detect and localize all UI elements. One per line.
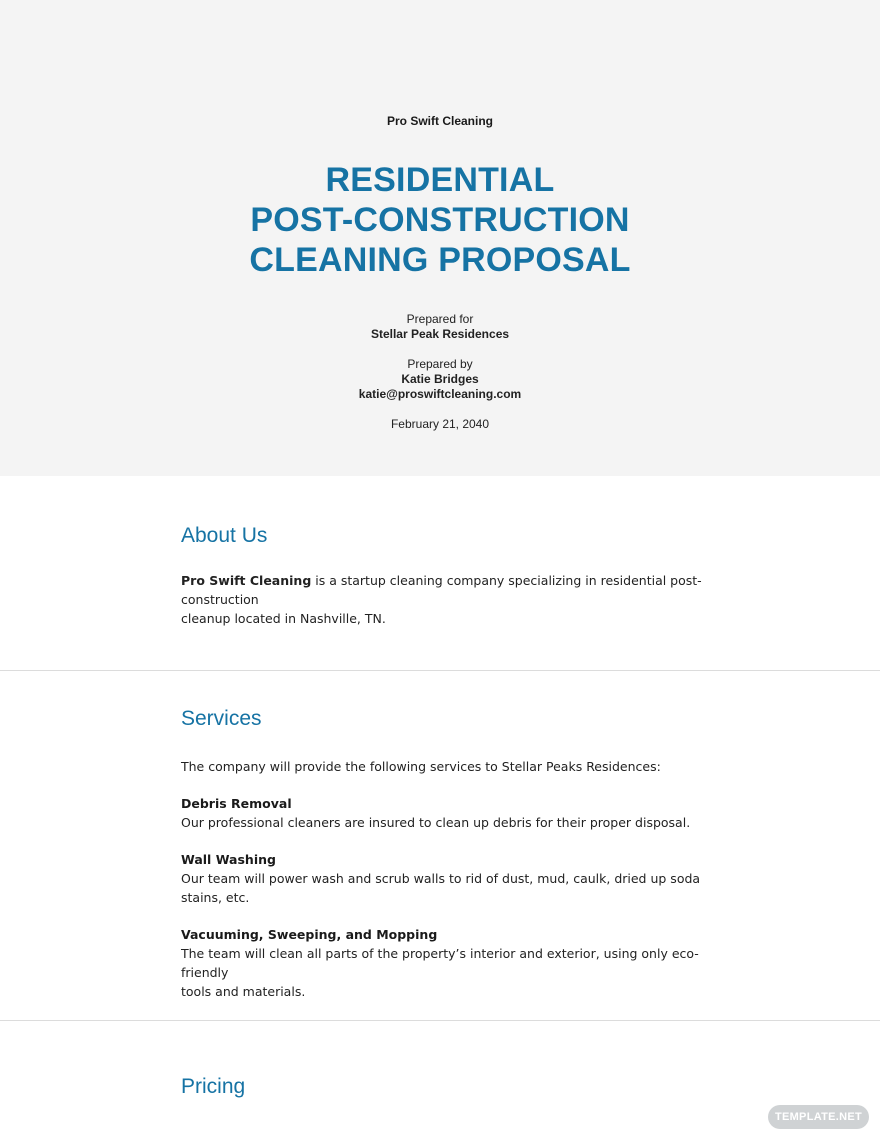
section-divider (0, 670, 880, 671)
about-section (181, 523, 711, 628)
service-name: Debris Removal (181, 796, 292, 811)
about-company-name: Pro Swift Cleaning (181, 573, 312, 588)
service-description: Our team will power wash and scrub walls to rid of dust, mud, caulk, dried up soda stains, etc. (181, 871, 701, 905)
pricing-heading: Pricing (181, 1075, 246, 1098)
about-text-line: cleanup located in Nashville, TN. (181, 611, 386, 626)
about-paragraph (181, 571, 711, 628)
contact-email: katie@proswiftcleaning.com (358, 387, 522, 401)
services-section (181, 706, 711, 1001)
service-name: Wall Washing (181, 852, 276, 867)
services-intro: The company will provide the following services to Stellar Peaks Residences: (181, 759, 661, 774)
about-heading: About Us (181, 524, 268, 547)
watermark-badge: TEMPLATE.NET (768, 1105, 869, 1129)
service-description: tools and materials. (181, 984, 306, 999)
proposal-title (0, 160, 880, 280)
prepared-for-block (0, 312, 880, 342)
cover-section (0, 0, 880, 476)
prepared-by-name: Katie Bridges (401, 372, 479, 386)
prepared-by-block (0, 357, 880, 402)
service-item (181, 850, 711, 907)
title-line: RESIDENTIAL (325, 161, 555, 199)
prepared-for-name: Stellar Peak Residences (370, 327, 510, 341)
company-name: Pro Swift Cleaning (386, 114, 493, 128)
service-description: The team will clean all parts of the property’s interior and exterior, using only eco-friendly (181, 946, 699, 980)
service-item (181, 794, 711, 832)
service-name: Vacuuming, Sweeping, and Mopping (181, 927, 438, 942)
title-line: CLEANING PROPOSAL (249, 241, 631, 279)
section-divider (0, 1020, 880, 1021)
pricing-section (181, 1074, 711, 1100)
prepared-for-label: Prepared for (406, 312, 474, 326)
prepared-by-label: Prepared by (407, 357, 473, 371)
about-text-line: is a startup cleaning company specializing in residential post-construction (181, 573, 702, 607)
services-heading: Services (181, 707, 262, 730)
title-line: POST-CONSTRUCTION (250, 201, 630, 239)
service-item (181, 925, 711, 1001)
service-description: Our professional cleaners are insured to clean up debris for their proper disposal. (181, 815, 691, 830)
proposal-date: February 21, 2040 (390, 417, 490, 431)
